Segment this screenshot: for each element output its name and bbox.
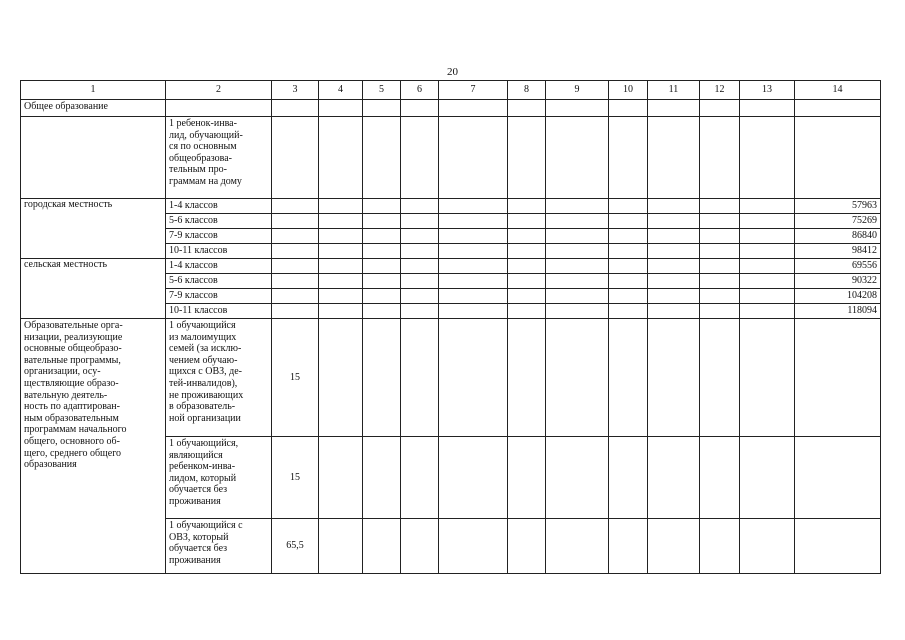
value-cell: 75269 [795,214,881,229]
grade-cell: 7-9 классов [166,289,272,304]
value-cell: 98412 [795,244,881,259]
grade-cell: 10-11 классов [166,304,272,319]
data-table [20,80,881,574]
value-cell: 57963 [795,199,881,214]
org-desc-cell: 1 обучающийся с ОВЗ, который обучается без проживания [166,519,272,574]
grade-cell: 5-6 классов [166,214,272,229]
org-value-cell: 15 [272,319,319,437]
org-desc-cell: 1 обучающийся, являющийся ребенком-инва- лидом, который обучается без проживания [166,437,272,519]
header-row [21,81,881,100]
homeschool-label: 1 ребенок-инва- лид, обучающий- ся по основным общеобразова- тельным про- граммам на дому [166,117,272,199]
column-header: 6 [401,81,439,100]
table-row [21,117,881,199]
value-cell: 90322 [795,274,881,289]
org-value-cell: 65,5 [272,519,319,574]
value-cell: 69556 [795,259,881,274]
table-row [21,100,881,117]
column-header: 11 [648,81,700,100]
value-cell: 86840 [795,229,881,244]
column-header: 14 [795,81,881,100]
rural-label: сельская местность [21,259,166,319]
column-header: 5 [363,81,401,100]
column-header: 2 [166,81,272,100]
column-header: 9 [546,81,609,100]
page-number: 20 [447,66,458,78]
column-header: 1 [21,81,166,100]
urban-label: городская местность [21,199,166,259]
column-header: 3 [272,81,319,100]
column-header: 7 [439,81,508,100]
grade-cell: 10-11 классов [166,244,272,259]
grade-cell: 1-4 классов [166,259,272,274]
grade-cell: 5-6 классов [166,274,272,289]
table-row [21,319,881,437]
grade-cell: 1-4 классов [166,199,272,214]
section-general-label: Общее образование [21,100,166,117]
value-cell: 104208 [795,289,881,304]
grade-cell: 7-9 классов [166,229,272,244]
value-cell: 118094 [795,304,881,319]
column-header: 12 [700,81,740,100]
org-desc-cell: 1 обучающийся из малоимущих семей (за исклю- чением обучаю- щихся с ОВЗ, де- тей-инвалидов), не проживающих в образователь- ной организации [166,319,272,437]
org-value-cell: 15 [272,437,319,519]
table-row [21,199,881,214]
column-header: 4 [319,81,363,100]
column-header: 8 [508,81,546,100]
table-row [21,259,881,274]
column-header: 13 [740,81,795,100]
org-label: Образовательные орга- низации, реализующие основные общеобразо- вательные программы, организации, осу- ществляющие образо- вательную деятель- ность по адаптирован- ным образовательным программам начального общего, основного об- щего, среднего общего образования [21,319,166,574]
column-header: 10 [609,81,648,100]
